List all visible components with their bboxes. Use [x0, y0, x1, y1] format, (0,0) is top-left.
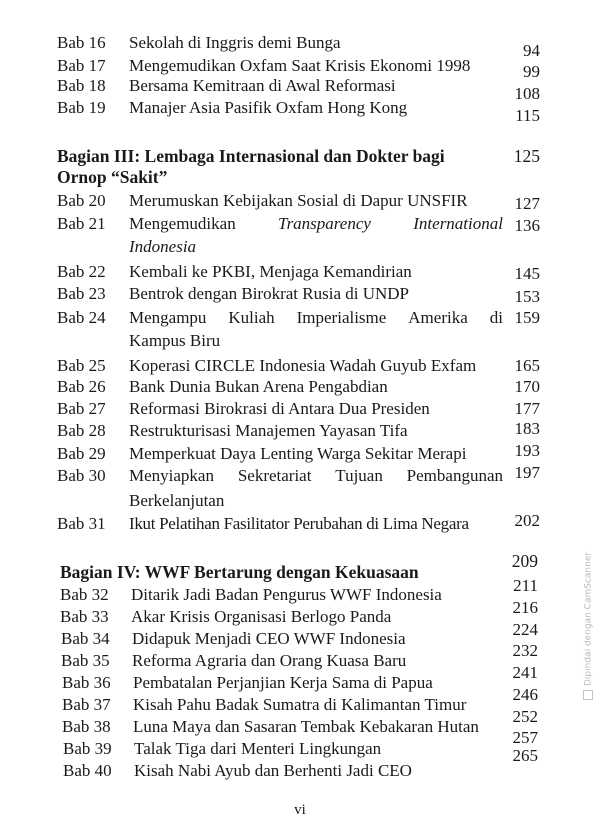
chapter-title: Ditarik Jadi Badan Pengurus WWF Indonesia [131, 585, 442, 604]
title-word: Mengampu [129, 308, 207, 327]
chapter-label: Bab 16 [57, 33, 106, 52]
chapter-label: Bab 19 [57, 98, 106, 117]
page-number-footer: vi [294, 802, 306, 818]
chapter-page: 115 [515, 106, 540, 125]
chapter-label: Bab 30 [57, 466, 106, 485]
chapter-title: Restrukturisasi Manajemen Yayasan Tifa [129, 421, 408, 440]
chapter-title: Kembali ke PKBI, Menjaga Kemandirian [129, 262, 412, 281]
chapter-page: 232 [512, 641, 538, 660]
title-word-italic: International [413, 214, 503, 233]
chapter-title: Bentrok dengan Birokrat Rusia di UNDP [129, 284, 409, 303]
chapter-title: Akar Krisis Organisasi Berlogo Panda [131, 607, 392, 626]
chapter-title: Merumuskan Kebijakan Sosial di Dapur UNSFIR [129, 191, 468, 210]
chapter-label: Bab 33 [60, 607, 109, 626]
title-word: Amerika [408, 308, 468, 327]
chapter-page: 252 [512, 707, 538, 726]
title-word: Menyiapkan [129, 466, 214, 485]
chapter-title: Reforma Agraria dan Orang Kuasa Baru [132, 651, 407, 670]
title-word: di [489, 308, 503, 327]
chapter-page: 127 [514, 194, 540, 213]
chapter-label: Bab 24 [57, 308, 106, 327]
chapter-title: Koperasi CIRCLE Indonesia Wadah Guyub Exfam [129, 356, 477, 375]
part-title: Bagian IV: WWF Bertarung dengan Kekuasaan [60, 562, 419, 582]
watermark-text: Dipindai dengan CamScanner [583, 551, 594, 686]
chapter-page: 170 [514, 377, 540, 396]
chapter-label: Bab 21 [57, 214, 106, 233]
chapter-label: Bab 27 [57, 399, 106, 418]
chapter-label: Bab 37 [62, 695, 111, 714]
chapter-page: 197 [514, 463, 540, 482]
chapter-page: 94 [523, 41, 540, 60]
chapter-page: 153 [514, 287, 540, 306]
chapter-page: 202 [514, 511, 540, 530]
chapter-title: Sekolah di Inggris demi Bunga [129, 33, 341, 52]
chapter-page: 108 [514, 84, 540, 103]
chapter-label: Bab 36 [62, 673, 111, 692]
chapter-label: Bab 29 [57, 444, 106, 463]
title-word: Kuliah [228, 308, 275, 327]
chapter-page: 159 [514, 308, 540, 327]
part-page: 209 [511, 551, 538, 571]
chapter-title: Mengemudikan Oxfam Saat Krisis Ekonomi 1998 [129, 56, 471, 75]
chapter-label: Bab 20 [57, 191, 106, 210]
chapter-page: 165 [514, 356, 540, 375]
chapter-title: Pembatalan Perjanjian Kerja Sama di Papua [133, 673, 433, 692]
chapter-title [129, 308, 503, 328]
chapter-title: Talak Tiga dari Menteri Lingkungan [134, 739, 382, 758]
chapter-title: Manajer Asia Pasifik Oxfam Hong Kong [129, 98, 408, 117]
camscanner-logo-icon [583, 690, 593, 700]
title-word-italic: Transparency [278, 214, 371, 233]
chapter-label: Bab 39 [63, 739, 112, 758]
chapter-title: Luna Maya dan Sasaran Tembak Kebakaran Hutan [133, 717, 479, 736]
chapter-page: 145 [514, 264, 540, 283]
chapter-page: 183 [514, 419, 540, 438]
chapter-label: Bab 31 [57, 514, 106, 533]
chapter-page: 257 [512, 728, 538, 747]
chapter-label: Bab 35 [61, 651, 110, 670]
chapter-label: Bab 22 [57, 262, 106, 281]
chapter-title: Kisah Nabi Ayub dan Berhenti Jadi CEO [134, 761, 412, 780]
chapter-title: Memperkuat Daya Lenting Warga Sekitar Merapi [129, 444, 467, 463]
chapter-page: 265 [512, 746, 538, 765]
chapter-page: 193 [514, 441, 540, 460]
chapter-page: 224 [512, 620, 538, 639]
chapter-page: 216 [512, 598, 538, 617]
chapter-label: Bab 25 [57, 356, 106, 375]
chapter-page: 99 [523, 62, 540, 81]
part-title-line2: Ornop “Sakit” [57, 167, 168, 187]
chapter-title [129, 466, 503, 486]
chapter-page: 246 [512, 685, 538, 704]
part-title: Bagian III: Lembaga Internasional dan Dokter bagi [57, 146, 445, 166]
chapter-label: Bab 18 [57, 76, 106, 95]
chapter-title: Bank Dunia Bukan Arena Pengabdian [129, 377, 388, 396]
chapter-title: Ikut Pelatihan Fasilitator Perubahan di Lima Negara [129, 514, 469, 533]
chapter-title-line2: Berkelanjutan [129, 491, 225, 510]
title-word: Imperialisme [296, 308, 387, 327]
chapter-label: Bab 40 [63, 761, 112, 780]
chapter-label: Bab 38 [62, 717, 111, 736]
chapter-title: Reformasi Birokrasi di Antara Dua Presiden [129, 399, 430, 418]
chapter-title-line2: Kampus Biru [129, 331, 221, 350]
chapter-title: Bersama Kemitraan di Awal Reformasi [129, 76, 396, 95]
title-word: Pembangunan [406, 466, 503, 485]
title-word: Tujuan [335, 466, 383, 485]
chapter-label: Bab 32 [60, 585, 109, 604]
part-page: 125 [513, 146, 540, 166]
chapter-title-line2: Indonesia [129, 237, 197, 256]
title-word: Mengemudikan [129, 214, 236, 233]
chapter-title: Didapuk Menjadi CEO WWF Indonesia [132, 629, 406, 648]
title-word: Sekretariat [237, 466, 312, 485]
chapter-title: Kisah Pahu Badak Sumatra di Kalimantan Timur [133, 695, 467, 714]
chapter-title [129, 214, 503, 234]
chapter-label: Bab 23 [57, 284, 106, 303]
chapter-label: Bab 28 [57, 421, 106, 440]
chapter-page: 177 [514, 399, 540, 418]
chapter-page: 136 [514, 216, 540, 235]
chapter-label: Bab 26 [57, 377, 106, 396]
chapter-label: Bab 34 [61, 629, 110, 648]
chapter-label: Bab 17 [57, 56, 106, 75]
chapter-page: 241 [512, 663, 538, 682]
chapter-page: 211 [513, 576, 538, 595]
scanner-watermark [583, 552, 594, 700]
